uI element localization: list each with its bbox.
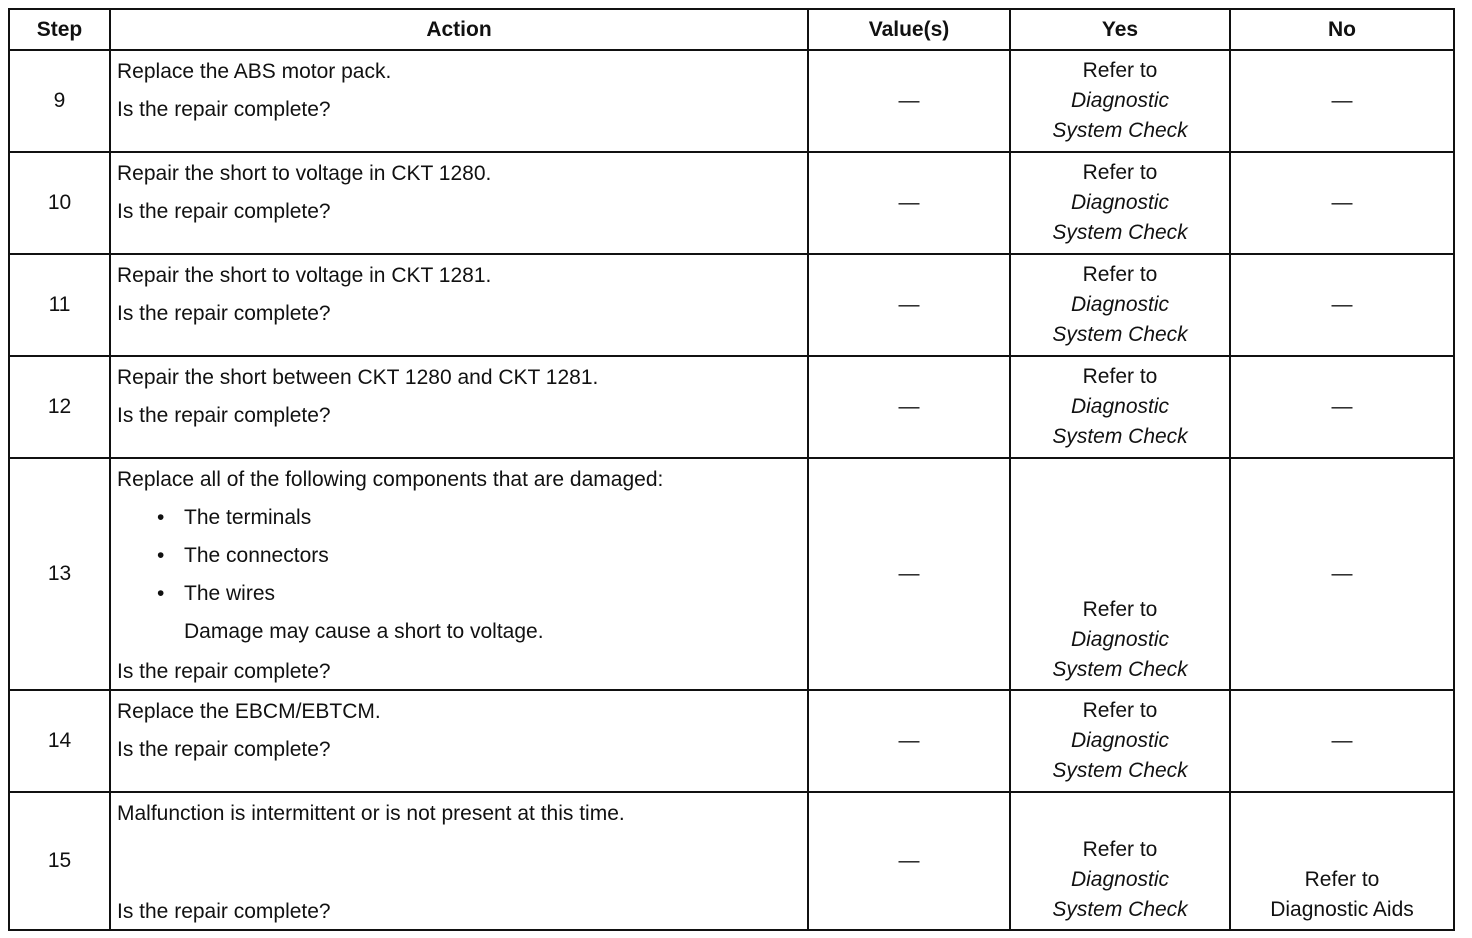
action-cell bbox=[110, 356, 808, 458]
yes-refer: Refer to bbox=[1082, 365, 1158, 388]
yes-cell bbox=[1010, 254, 1230, 356]
step-number: 9 bbox=[9, 50, 110, 152]
yes-refer: Refer to bbox=[1082, 838, 1158, 861]
yes-cell bbox=[1010, 458, 1230, 690]
table-row bbox=[9, 690, 1454, 792]
no-cell: — bbox=[1230, 254, 1454, 356]
table-row bbox=[9, 152, 1454, 254]
header-row bbox=[9, 9, 1454, 50]
yes-link-diagnostic: Diagnostic bbox=[1070, 729, 1170, 752]
action-cell bbox=[110, 50, 808, 152]
no-cell: — bbox=[1230, 458, 1454, 690]
header-yes: Yes bbox=[1010, 9, 1230, 50]
step-number: 12 bbox=[9, 356, 110, 458]
action-text: Replace the ABS motor pack. bbox=[117, 60, 392, 83]
component-list bbox=[117, 503, 801, 609]
list-item bbox=[157, 503, 801, 533]
value-cell: — bbox=[808, 152, 1010, 254]
action-cell bbox=[110, 152, 808, 254]
bullet-icon: • bbox=[157, 544, 165, 567]
action-cell bbox=[110, 458, 808, 690]
yes-link-system-check: System Check bbox=[1052, 119, 1188, 142]
question-text: Is the repair complete? bbox=[117, 738, 331, 761]
yes-cell bbox=[1010, 690, 1230, 792]
question-text: Is the repair complete? bbox=[117, 660, 331, 683]
list-item bbox=[157, 579, 801, 609]
yes-refer: Refer to bbox=[1082, 598, 1158, 621]
yes-link-diagnostic: Diagnostic bbox=[1070, 191, 1170, 214]
question-text: Is the repair complete? bbox=[117, 404, 331, 427]
bullet-icon: • bbox=[157, 582, 165, 605]
yes-link-system-check: System Check bbox=[1052, 898, 1188, 921]
list-item-label: The connectors bbox=[184, 544, 329, 567]
yes-cell bbox=[1010, 792, 1230, 930]
yes-refer: Refer to bbox=[1082, 263, 1158, 286]
table-row bbox=[9, 458, 1454, 690]
yes-link-diagnostic: Diagnostic bbox=[1070, 89, 1170, 112]
value-cell: — bbox=[808, 458, 1010, 690]
yes-refer: Refer to bbox=[1082, 161, 1158, 184]
no-link-diagnostic-aids: Diagnostic Aids bbox=[1270, 898, 1414, 921]
yes-link-system-check: System Check bbox=[1052, 323, 1188, 346]
value-cell: — bbox=[808, 792, 1010, 930]
list-item-label: The terminals bbox=[184, 506, 312, 529]
list-item-label: The wires bbox=[184, 582, 276, 605]
yes-link-system-check: System Check bbox=[1052, 759, 1188, 782]
yes-link-diagnostic: Diagnostic bbox=[1070, 628, 1170, 651]
table-row bbox=[9, 792, 1454, 930]
step-number: 14 bbox=[9, 690, 110, 792]
yes-link-system-check: System Check bbox=[1052, 221, 1188, 244]
yes-refer: Refer to bbox=[1082, 59, 1158, 82]
action-cell bbox=[110, 254, 808, 356]
no-cell: — bbox=[1230, 50, 1454, 152]
action-cell bbox=[110, 690, 808, 792]
action-text: Repair the short to voltage in CKT 1280. bbox=[117, 162, 492, 185]
yes-link-diagnostic: Diagnostic bbox=[1070, 868, 1170, 891]
step-number: 15 bbox=[9, 792, 110, 930]
table-row bbox=[9, 254, 1454, 356]
header-values: Value(s) bbox=[808, 9, 1010, 50]
yes-link-system-check: System Check bbox=[1052, 658, 1188, 681]
action-text: Replace the EBCM/EBTCM. bbox=[117, 700, 381, 723]
table-row bbox=[9, 356, 1454, 458]
no-cell bbox=[1230, 792, 1454, 930]
yes-cell bbox=[1010, 356, 1230, 458]
header-action: Action bbox=[110, 9, 808, 50]
header-no: No bbox=[1230, 9, 1454, 50]
no-cell: — bbox=[1230, 152, 1454, 254]
yes-link-diagnostic: Diagnostic bbox=[1070, 395, 1170, 418]
action-text: Malfunction is intermittent or is not present at this time. bbox=[117, 802, 625, 825]
value-cell: — bbox=[808, 50, 1010, 152]
diagnostic-table bbox=[8, 8, 1455, 931]
bullet-icon: • bbox=[157, 506, 165, 529]
yes-link-diagnostic: Diagnostic bbox=[1070, 293, 1170, 316]
question-text: Is the repair complete? bbox=[117, 98, 331, 121]
step-number: 10 bbox=[9, 152, 110, 254]
yes-cell bbox=[1010, 152, 1230, 254]
action-text: Repair the short between CKT 1280 and CKT 1281. bbox=[117, 366, 599, 389]
value-cell: — bbox=[808, 356, 1010, 458]
no-cell: — bbox=[1230, 690, 1454, 792]
header-step: Step bbox=[9, 9, 110, 50]
step-number: 11 bbox=[9, 254, 110, 356]
question-text: Is the repair complete? bbox=[117, 200, 331, 223]
yes-refer: Refer to bbox=[1082, 699, 1158, 722]
action-text: Replace all of the following components that are damaged: bbox=[117, 468, 664, 491]
action-cell bbox=[110, 792, 808, 930]
question-text: Is the repair complete? bbox=[117, 900, 331, 923]
note-text: Damage may cause a short to voltage. bbox=[184, 620, 544, 643]
question-text: Is the repair complete? bbox=[117, 302, 331, 325]
yes-link-system-check: System Check bbox=[1052, 425, 1188, 448]
no-cell: — bbox=[1230, 356, 1454, 458]
step-number: 13 bbox=[9, 458, 110, 690]
yes-cell bbox=[1010, 50, 1230, 152]
action-text: Repair the short to voltage in CKT 1281. bbox=[117, 264, 492, 287]
value-cell: — bbox=[808, 254, 1010, 356]
no-refer: Refer to bbox=[1304, 868, 1380, 891]
value-cell: — bbox=[808, 690, 1010, 792]
list-item bbox=[157, 541, 801, 571]
table-row bbox=[9, 50, 1454, 152]
